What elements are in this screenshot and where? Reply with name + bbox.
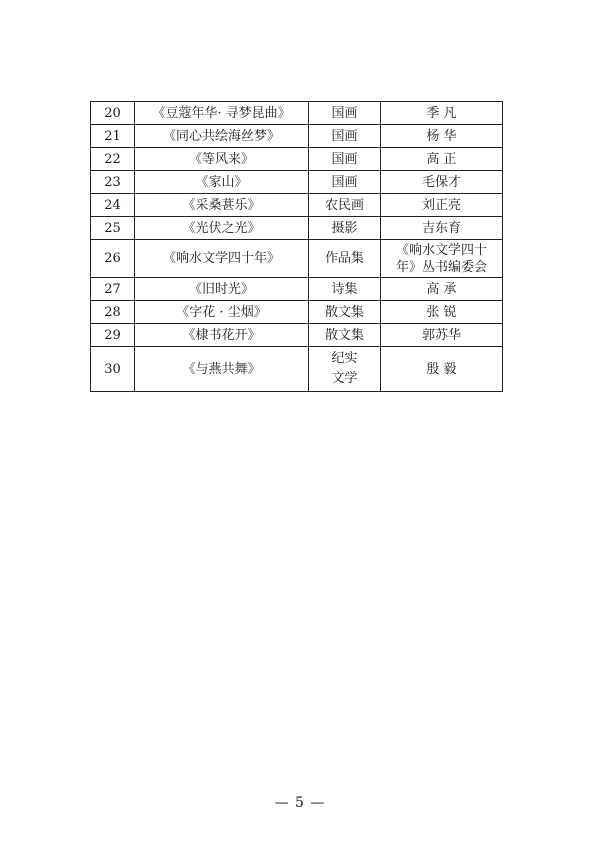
work-author: 《响水文学四十年》丛书编委会 bbox=[381, 240, 503, 278]
work-title: 《光伏之光》 bbox=[135, 217, 309, 240]
table-row bbox=[91, 125, 503, 148]
row-number: 21 bbox=[91, 125, 135, 148]
work-title: 《字花 · 尘烟》 bbox=[135, 301, 309, 324]
work-category: 诗集 bbox=[309, 278, 381, 301]
row-number: 28 bbox=[91, 301, 135, 324]
work-author: 吉东育 bbox=[381, 217, 503, 240]
row-number: 24 bbox=[91, 194, 135, 217]
work-author: 毛保才 bbox=[381, 171, 503, 194]
work-title: 《与燕共舞》 bbox=[135, 347, 309, 392]
work-author: 张 锐 bbox=[381, 301, 503, 324]
work-author: 杨 华 bbox=[381, 125, 503, 148]
work-category: 国画 bbox=[309, 148, 381, 171]
work-category: 农民画 bbox=[309, 194, 381, 217]
work-category: 摄影 bbox=[309, 217, 381, 240]
work-author: 刘正亮 bbox=[381, 194, 503, 217]
table-row bbox=[91, 278, 503, 301]
table-row bbox=[91, 217, 503, 240]
table-row bbox=[91, 347, 503, 392]
table-row bbox=[91, 194, 503, 217]
work-title: 《旧时光》 bbox=[135, 278, 309, 301]
table-row bbox=[91, 240, 503, 278]
work-category: 散文集 bbox=[309, 324, 381, 347]
work-title: 《家山》 bbox=[135, 171, 309, 194]
row-number: 23 bbox=[91, 171, 135, 194]
table-row bbox=[91, 102, 503, 125]
work-author: 季 凡 bbox=[381, 102, 503, 125]
work-category: 国画 bbox=[309, 102, 381, 125]
work-author: 郭苏华 bbox=[381, 324, 503, 347]
table-row bbox=[91, 324, 503, 347]
work-category: 纪实文学 bbox=[309, 347, 381, 392]
work-title: 《豆蔻年华· 寻梦昆曲》 bbox=[135, 102, 309, 125]
table-row bbox=[91, 171, 503, 194]
work-title: 《采桑葚乐》 bbox=[135, 194, 309, 217]
row-number: 20 bbox=[91, 102, 135, 125]
work-author: 殷 毅 bbox=[381, 347, 503, 392]
work-category: 国画 bbox=[309, 125, 381, 148]
table-row bbox=[91, 148, 503, 171]
page-number: — 5 — bbox=[274, 795, 326, 811]
work-category: 国画 bbox=[309, 171, 381, 194]
work-category: 作品集 bbox=[309, 240, 381, 278]
work-title: 《棣书花开》 bbox=[135, 324, 309, 347]
row-number: 22 bbox=[91, 148, 135, 171]
table-row bbox=[91, 301, 503, 324]
awards-table bbox=[90, 101, 503, 392]
work-author: 高 正 bbox=[381, 148, 503, 171]
work-author: 高 承 bbox=[381, 278, 503, 301]
row-number: 27 bbox=[91, 278, 135, 301]
work-title: 《响水文学四十年》 bbox=[135, 240, 309, 278]
work-title: 《等风来》 bbox=[135, 148, 309, 171]
row-number: 26 bbox=[91, 240, 135, 278]
work-title: 《同心共绘海丝梦》 bbox=[135, 125, 309, 148]
work-category: 散文集 bbox=[309, 301, 381, 324]
row-number: 25 bbox=[91, 217, 135, 240]
row-number: 30 bbox=[91, 347, 135, 392]
row-number: 29 bbox=[91, 324, 135, 347]
